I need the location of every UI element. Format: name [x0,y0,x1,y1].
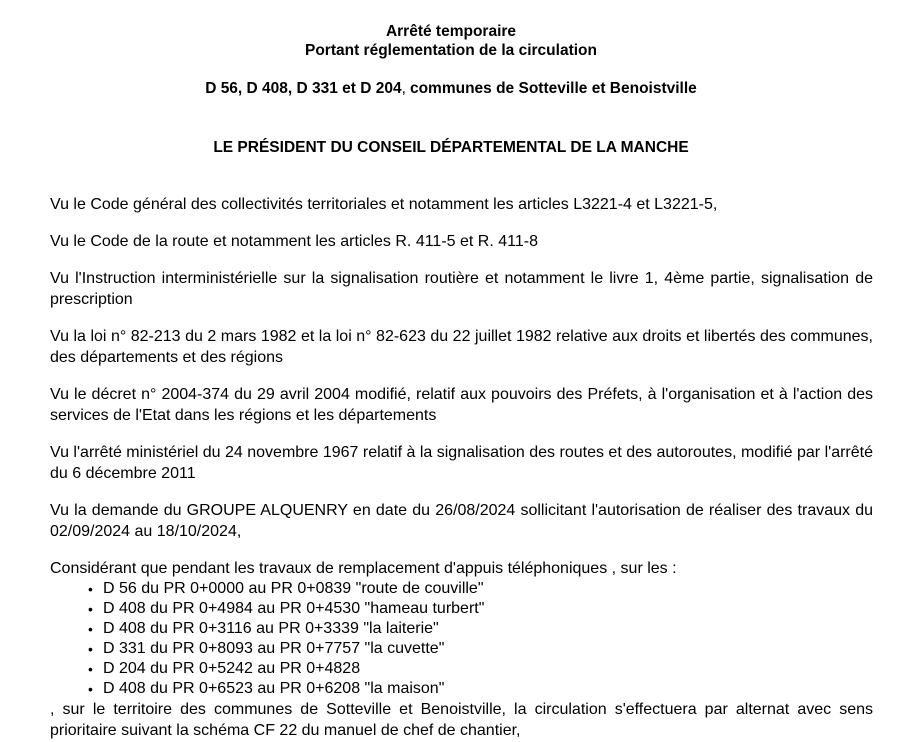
vu-paragraph: Vu le Code de la route et notamment les articles R. 411-5 et R. 411-8 [50,233,538,250]
considerant-outro: , sur le territoire des communes de Sotteville et Benoistville, la circulation s'effectuera par alternat avec sens prioritaire suivant la schéma CF 22 du manuel de chef de chantier, [50,701,873,739]
vu-paragraph: Vu la loi n° 82-213 du 2 mars 1982 et la loi n° 82-623 du 22 juillet 1982 relative aux droits et libertés des communes, des départements et des régions [50,328,873,366]
considerant-intro: Considérant que pendant les travaux de remplacement d'appuis téléphoniques , sur les : [50,560,677,577]
works-location-item: • D 204 du PR 0+5242 au PR 0+4828 [88,659,873,679]
vu-paragraph: Vu le décret n° 2004-374 du 29 avril 2004 modifié, relatif aux pouvoirs des Préfets, à l'organisation et à l'action des services de l'Etat dans les régions et les départements [50,386,873,424]
considerant-block [50,558,873,741]
works-location-item: • D 331 du PR 0+8093 au PR 0+7757 "la cuvette" [88,639,873,659]
title-line-2: Portant réglementation de la circulation [305,42,597,59]
roads-separator: , [401,80,406,97]
roads-list: D 56, D 408, D 331 et D 204 [205,80,402,97]
issuer-heading: LE PRÉSIDENT DU CONSEIL DÉPARTEMENTAL DE LA MANCHE [213,139,689,156]
vu-paragraph: Vu l'Instruction interministérielle sur la signalisation routière et notamment le livre 1, 4ème partie, signalisation de prescription [50,270,873,308]
title-line-1: Arrêté temporaire [385,23,517,40]
vu-paragraph: Vu la demande du GROUPE ALQUENRY en date du 26/08/2024 sollicitant l'autorisation de réaliser des travaux du 02/09/2024 au 18/10/2024, [50,502,873,540]
roads-communes-line [0,79,902,98]
works-location-item: • D 408 du PR 0+3116 au PR 0+3339 "la laiterie" [88,619,873,639]
vu-paragraph: Vu le Code général des collectivités territoriales et notamment les articles L3221-4 et L3221-5, [50,196,718,213]
works-location-item: • D 408 du PR 0+6523 au PR 0+6208 "la maison" [88,679,873,699]
works-locations-list [88,579,873,699]
works-location-item: • D 56 du PR 0+0000 au PR 0+0839 "route de couville" [88,579,873,599]
communes-names: communes de Sotteville et Benoistville [409,80,697,97]
document-title-block [0,0,902,60]
vu-paragraph: Vu l'arrêté ministériel du 24 novembre 1967 relatif à la signalisation des routes et des autoroutes, modifié par l'arrêté du 6 décembre 2011 [50,444,873,482]
vu-paragraphs-block [50,194,873,542]
works-location-item: • D 408 du PR 0+4984 au PR 0+4530 "hameau turbert" [88,599,873,619]
